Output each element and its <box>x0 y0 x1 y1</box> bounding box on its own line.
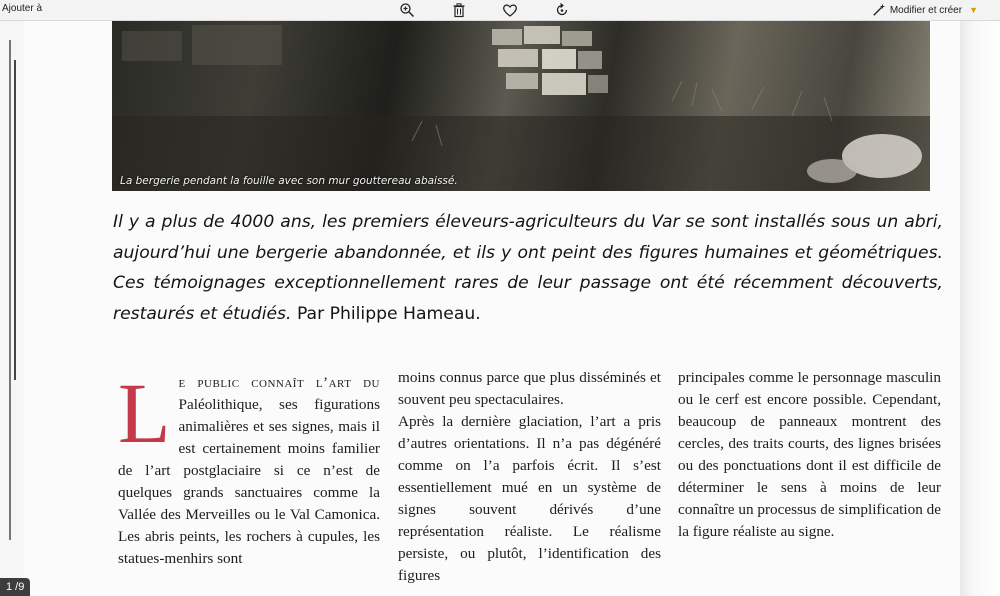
bergerie-photo-illustration <box>112 21 930 191</box>
zoom-in-icon <box>399 2 415 18</box>
article-column-1 <box>118 365 380 570</box>
viewer-toolbar <box>0 0 1000 21</box>
chevron-down-icon: ▼ <box>969 5 978 15</box>
drop-cap: L <box>118 365 171 461</box>
lead-in-smallcaps: e public connaît l’art du <box>178 374 380 391</box>
author-byline: Par Philippe Hameau. <box>296 303 481 324</box>
intro-text: Il y a plus de 4000 ans, les premiers éleveurs-agriculteurs du Var se sont installés sous un abri, aujourd’hui une bergerie abandonnée, et ils y ont peint des figures humaines et géométriques. Ces témoignages exceptionnellement rares de leur passage ont été récemment découverts, restaurés et étudiés. <box>113 212 943 324</box>
article-intro <box>113 207 943 329</box>
rotate-button[interactable] <box>551 0 573 20</box>
delete-button[interactable] <box>448 0 470 20</box>
scan-edge-line <box>9 40 11 540</box>
article-column-3 <box>678 367 941 543</box>
column-1-text: Paléolithique, ses figurations animalières et ses signes, mais il est certainement moins familier de l’art postglaciaire si ce n’est de quelques grands sanctuaires comme la Vallée des Merveilles ou le Val Camonica. Les abris peints, les rochers à cupules, les statues-menhirs sont <box>118 396 380 567</box>
page-right-shadow <box>960 21 1000 596</box>
trash-icon <box>451 2 467 18</box>
zoom-in-button[interactable] <box>396 0 418 20</box>
article-column-2 <box>398 367 661 587</box>
photo-caption: La bergerie pendant la fouille avec son mur gouttereau abaissé. <box>120 175 458 187</box>
edit-wand-icon <box>872 3 886 17</box>
column-2-paragraph-2: Après la dernière glaciation, l’art a pris d’autres orientations. Il n’a pas dégénéré comme on l’a parfois écrit. Il s’est essentiellement mué en un système de signes souvent dérivés d’une représentation réaliste. Le réalisme persiste, ou plutôt, l’identification des figures <box>398 413 661 584</box>
column-3-text: principales comme le personnage masculin ou le cerf est encore possible. Cependant, beaucoup de panneaux montrent des cercles, des traits courts, des lignes brisées ou des ponctuations dont il est difficile de déterminer le sens à moins de leur connaître un processus de simplification de la figure réaliste au signe. <box>678 369 941 540</box>
article-photo <box>112 21 930 191</box>
add-to-button[interactable]: Ajouter à <box>2 3 43 14</box>
rotate-icon <box>554 2 570 18</box>
page-counter: 1 /9 <box>0 578 30 596</box>
favorite-button[interactable] <box>499 0 521 20</box>
heart-icon <box>502 2 518 18</box>
modify-create-menu[interactable] <box>872 3 978 17</box>
column-2-paragraph-1: moins connus parce que plus disséminés et souvent peu spectaculaires. <box>398 369 661 408</box>
modify-create-label: Modifier et créer <box>889 4 963 16</box>
scan-edge-line <box>14 60 16 380</box>
page-left-margin <box>0 21 24 596</box>
